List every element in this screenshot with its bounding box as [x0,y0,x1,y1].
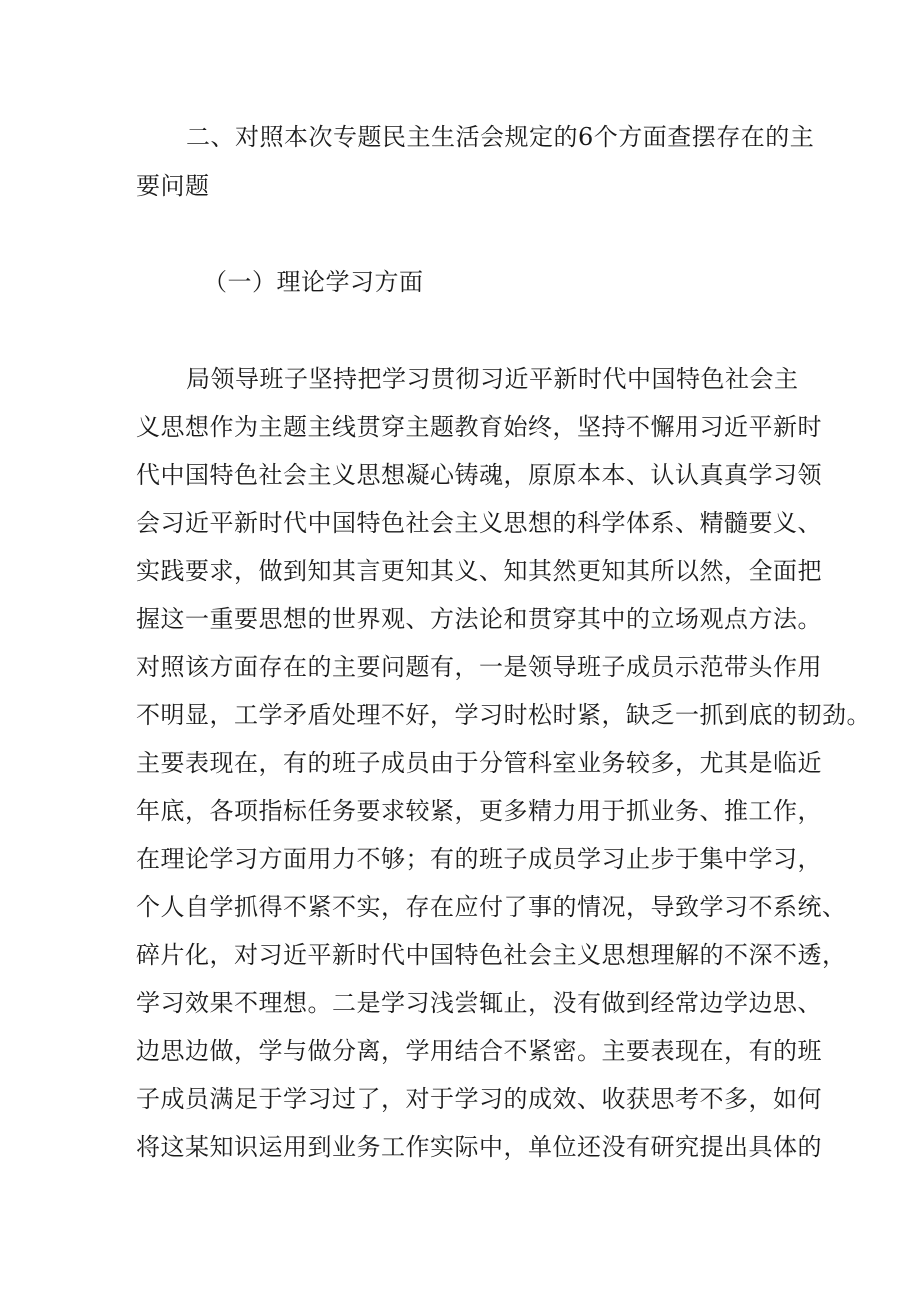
body-line-7: 对照该方面存在的主要问题有，一是领导班子成员示范带头作用 [136,653,822,681]
body-line-1: 局领导班子坚持把学习贯彻习近平新时代中国特色社会主 [186,365,799,393]
body-line-8: 不明显，工学矛盾处理不好，学习时松时紧，缺乏一抓到底的韧劲。 [136,701,871,729]
body-line-2: 义思想作为主题主线贯穿主题教育始终，坚持不懈用习近平新时 [136,413,822,441]
body-line-4: 会习近平新时代中国特色社会主义思想的科学体系、精髓要义、 [136,509,822,537]
body-line-15: 边思边做，学与做分离，学用结合不紧密。主要表现在，有的班 [136,1037,822,1065]
body-line-3: 代中国特色社会主义思想凝心铸魂，原原本本、认认真真学习领 [136,461,822,489]
body-line-6: 握这一重要思想的世界观、方法论和贯穿其中的立场观点方法。 [136,605,822,633]
section-heading-line-2: 要问题 [136,172,210,200]
body-line-12: 个人自学抓得不紧不实，存在应付了事的情况，导致学习不系统、 [136,893,847,921]
body-line-16: 子成员满足于学习过了，对于学习的成效、收获思考不多，如何 [136,1085,822,1113]
body-line-13: 碎片化，对习近平新时代中国特色社会主义思想理解的不深不透， [136,941,847,969]
subsection-heading: （一）理论学习方面 [203,268,424,296]
body-line-10: 年底，各项指标任务要求较紧，更多精力用于抓业务、推工作， [136,797,822,825]
section-heading-line-1: 二、对照本次专题民主生活会规定的6个方面查摆存在的主 [186,123,815,151]
body-line-17: 将这某知识运用到业务工作实际中，单位还没有研究提出具体的 [136,1133,822,1161]
body-line-11: 在理论学习方面用力不够；有的班子成员学习止步于集中学习， [136,845,822,873]
body-line-5: 实践要求，做到知其言更知其义、知其然更知其所以然，全面把 [136,557,822,585]
body-line-9: 主要表现在，有的班子成员由于分管科室业务较多，尤其是临近 [136,749,822,777]
body-line-14: 学习效果不理想。二是学习浅尝辄止，没有做到经常边学边思、 [136,989,822,1017]
